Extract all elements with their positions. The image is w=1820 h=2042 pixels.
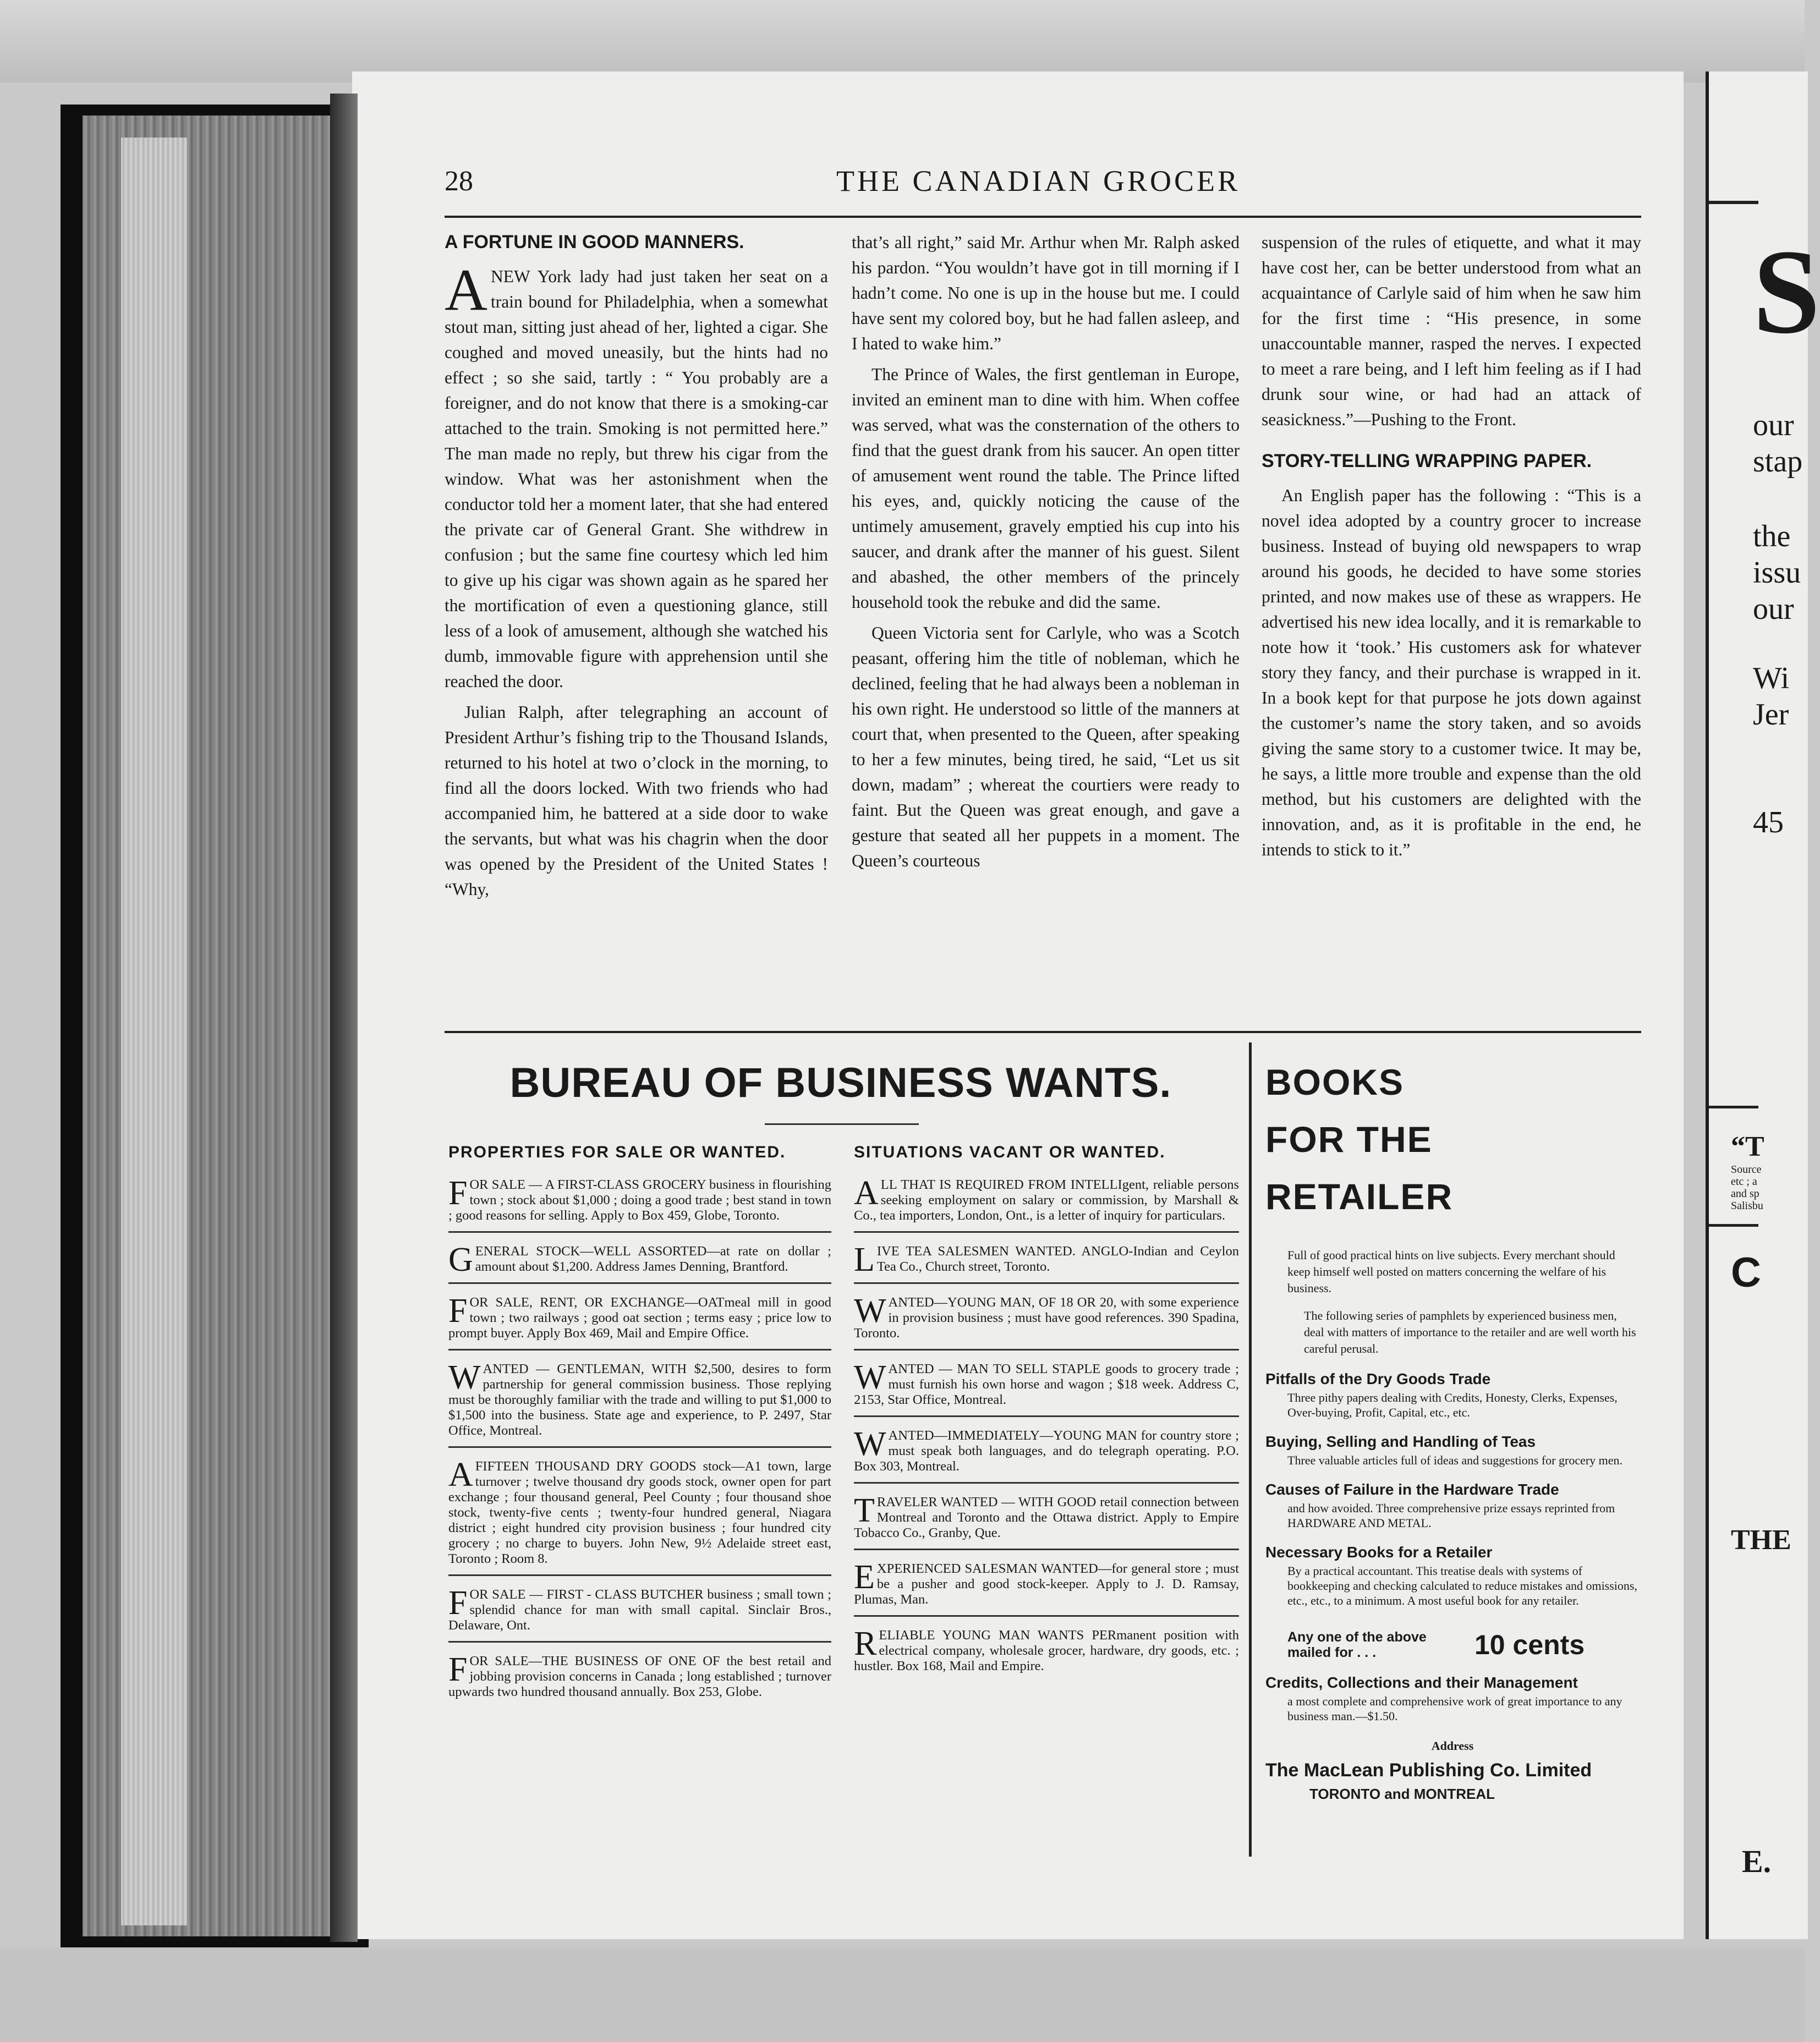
price-label: Any one of the above mailed for . . .: [1287, 1629, 1427, 1660]
ads-list: [854, 1174, 1239, 1682]
book-gutter: [330, 94, 358, 1942]
ad-initial: W: [854, 1425, 886, 1463]
ad-initial: E: [854, 1558, 875, 1596]
section-rule: [445, 1031, 1641, 1033]
ad-text: OR SALE — FIRST - CLASS BUTCHER business ; small town ; splendid chance for man with small capital. Sinclair Bros., Delaware, Ont.: [448, 1587, 831, 1633]
ad-text: ANTED — GENTLEMAN, WITH $2,500, desires to form partnership for general commission business. Those replying must be thoroughly familiar with the trade and willing to put $1,000 to $1,500 into the business. State age and experience, to P. 2497, Star Office, Montreal.: [448, 1362, 831, 1438]
page-number: 28: [445, 166, 473, 197]
facing-small-text: [1731, 1163, 1763, 1212]
facing-line: Wi: [1753, 661, 1790, 695]
price-row: [1287, 1629, 1640, 1661]
article-column-2: [852, 230, 1240, 879]
classified-ad: [448, 1240, 831, 1284]
books-intro: The following series of pamphlets by experienced business men, deal with matters of importance to the retailer and are well worth his careful perusal.: [1304, 1309, 1636, 1355]
book-title: Credits, Collections and their Management: [1265, 1674, 1578, 1691]
facing-line: Jer: [1753, 698, 1789, 732]
classified-ad: [854, 1292, 1239, 1351]
column-divider: [1249, 1042, 1252, 1857]
facing-big-letter: S: [1753, 224, 1820, 359]
facing-line: our: [1753, 408, 1794, 442]
ad-text: ELIABLE YOUNG MAN WANTS PERmanent position with electrical company, wholesale grocer, hardware, dry goods, etc. ; hustler. Box 168, Mail and Empire.: [854, 1628, 1239, 1673]
books-intro: Full of good practical hints on live subjects. Every merchant should keep himself well posted on matters concerning the welfare of his business.: [1287, 1248, 1615, 1295]
ad-initial: F: [448, 1174, 468, 1212]
ad-initial: W: [854, 1292, 886, 1330]
ads-list: [448, 1174, 831, 1708]
ad-text: ANTED — MAN TO SELL STAPLE goods to grocery trade ; must furnish his own horse and wagon ; $18 week. Address C, 2153, Star Office, Montreal.: [854, 1362, 1239, 1407]
book-description: and how avoided. Three comprehensive prize essays reprinted from HARDWARE AND METAL.: [1287, 1501, 1615, 1530]
properties-ads-column: [448, 1143, 831, 1715]
facing-quote-fragment: “T: [1731, 1131, 1764, 1162]
book-title: Pitfalls of the Dry Goods Trade: [1265, 1370, 1491, 1387]
facing-small-line: Salisbu: [1731, 1200, 1763, 1212]
book-description: Three pithy papers dealing with Credits, Honesty, Clerks, Expenses, Over-buying, Profit, Capital, etc., etc.: [1287, 1391, 1618, 1419]
ad-initial: A: [448, 1456, 473, 1494]
article-column-1: [445, 230, 828, 908]
ad-initial: T: [854, 1492, 875, 1529]
classified-ad: [448, 1456, 831, 1576]
situations-heading: SITUATIONS VACANT OR WANTED.: [854, 1143, 1166, 1161]
page-edges-highlight: [121, 138, 187, 1925]
ad-text: OR SALE, RENT, OR EXCHANGE—OATmeal mill in good town ; two railways ; good oat section ; terms easy ; price low to prompt buyer. Apply Box 469, Mail and Empire Office.: [448, 1295, 831, 1341]
facing-small-line: etc ; a: [1731, 1176, 1757, 1188]
ad-initial: F: [448, 1292, 468, 1330]
facing-line: issu: [1753, 556, 1801, 590]
ad-text: XPERIENCED SALESMAN WANTED—for general store ; must be a pusher and good stock-keeper. Apply to J. D. Ramsay, Plumas, Man.: [854, 1561, 1239, 1607]
book-title: Necessary Books for a Retailer: [1265, 1544, 1493, 1561]
facing-line: 45: [1753, 805, 1784, 839]
article-paragraph: that’s all right,” said Mr. Arthur when Mr. Ralph asked his pardon. “You wouldn’t have got in till morning if I hadn’t come. No one is up in the house but me. I could have sent my colored boy, but he had fallen asleep, and I hated to wake him.”: [852, 233, 1240, 353]
article-paragraph: Julian Ralph, after telegraphing an account of President Arthur’s fishing trip to the Thousand Islands, returned to his hotel at two o’clock in the morning, to find all the doors locked. With two friends who had accompanied him, he battered at a side door to wake the servants, but what was his chagrin when the door was opened by the President of the United States ! “Why,: [445, 702, 828, 899]
classified-ad: [448, 1650, 831, 1708]
book-description: a most complete and comprehensive work of great importance to any business man.—$1.50.: [1287, 1694, 1622, 1723]
ad-initial: A: [854, 1174, 879, 1212]
book-description: By a practical accountant. This treatise deals with systems of bookkeeping and checking calculated to reduce mistakes and omissions, etc., etc., to a minimum. A most useful book for any retailer.: [1287, 1564, 1637, 1607]
facing-line: our: [1753, 592, 1794, 626]
title-underline: [765, 1123, 919, 1125]
ad-text: ANTED—IMMEDIATELY—YOUNG MAN for country store ; must speak both languages, and do telegraph operating. P.O. Box 303, Montreal.: [854, 1428, 1239, 1474]
facing-rule: [1709, 1224, 1758, 1227]
running-title: THE CANADIAN GROCER: [836, 164, 1240, 197]
books-title-line: RETAILER: [1265, 1176, 1454, 1217]
facing-page: [1706, 72, 1820, 1939]
ad-initial: W: [854, 1359, 886, 1396]
ad-text: ANTED—YOUNG MAN, OF 18 OR 20, with some experience in provision business ; must have good references. 390 Spadina, Toronto.: [854, 1295, 1239, 1341]
scan-background: [0, 0, 1805, 83]
article-paragraph: An English paper has the following : “This is a novel idea adopted by a country grocer to increase business. Instead of buying old newspapers to wrap around his goods, he decided to have some stories printed, and now makes use of these as wrappers. He advertised his new idea locally, and it is remarkable to note how it ‘took.’ His customers ask for whatever story they fancy, and their purchase is wrapped in it. In a book kept for that purpose he jots down against the customer’s name the story taken, and so avoids giving the same story to a customer twice. It may be, he says, a little more trouble and expense than the old method, but his customers are delighted with the innovation, and, as it is profitable in the end, he intends to stick to it.”: [1262, 486, 1641, 859]
ad-text: RAVELER WANTED — WITH GOOD retail connection between Montreal and Toronto and the Ottawa district. Apply to Empire Tobacco Co., Granby, Que.: [854, 1495, 1239, 1540]
article-paragraph: suspension of the rules of etiquette, and what it may have cost her, can be better understood from what an acquaintance of Carlyle said of him when he saw him for the first time : “His presence, in some unaccountable manner, rasped the nerves. I expected to meet a rare being, and I left him feeling as if I had drunk sour wine, or had had an attack of seasickness.”—Pushing to the Front.: [1262, 233, 1641, 429]
publisher-name: The MacLean Publishing Co. Limited: [1265, 1760, 1592, 1781]
paragraph-text: NEW York lady had just taken her seat on a train bound for Philadelphia, when a somewhat stout man, sitting just ahead of her, lighted a cigar. She coughed and moved uneasily, but the hints had no effect ; so she said, tartly : “ You probably are a foreigner, and do not know that there is a smoking-car attached to the train. Smoking is not permitted here.” The man made no reply, but threw his cigar from the window. What was her astonishment when the conductor told her a moment later, that she had entered the private car of General Grant. She withdrew in confusion ; but the same fine courtesy which led him to give up his cigar was shown again as he spared her the mortification of even a questioning glance, still less of a look of amusement, although she watched his dumb, immovable figure with apprehension until she reached the door.: [445, 267, 828, 691]
classified-ad: [854, 1358, 1239, 1417]
classified-ad: [448, 1358, 831, 1448]
facing-rule: [1709, 1106, 1758, 1108]
ad-text: OR SALE — A FIRST-CLASS GROCERY business in flourishing town ; stock about $1,000 ; doing a good trade ; best stand in town ; good reasons for selling. Apply to Box 459, Globe, Toronto.: [448, 1177, 831, 1223]
ad-initial: W: [448, 1359, 481, 1396]
ad-initial: L: [854, 1241, 875, 1278]
address-label: Address: [1431, 1739, 1474, 1753]
ad-text: OR SALE—THE BUSINESS OF ONE OF the best retail and jobbing provision concerns in Canada ; long established ; turnover upwards two hundred thousand annually. Box 253, Globe.: [448, 1654, 831, 1699]
article-headline-wrapping: STORY-TELLING WRAPPING PAPER.: [1262, 451, 1592, 471]
ad-initial: R: [854, 1625, 877, 1662]
ad-initial: F: [448, 1651, 468, 1688]
ad-text: IVE TEA SALESMEN WANTED. ANGLO-Indian and Ceylon Tea Co., Church street, Toronto.: [876, 1244, 1239, 1274]
article-headline-manners: A FORTUNE IN GOOD MANNERS.: [445, 232, 744, 252]
facing-the-fragment: THE: [1731, 1524, 1791, 1556]
drop-cap: A: [445, 257, 487, 323]
ad-initial: G: [448, 1241, 473, 1278]
facing-c-fragment: C: [1731, 1249, 1761, 1296]
ad-initial: F: [448, 1584, 468, 1622]
properties-heading: PROPERTIES FOR SALE OR WANTED.: [448, 1143, 786, 1161]
facing-line: stap: [1753, 444, 1803, 479]
book-title: Buying, Selling and Handling of Teas: [1265, 1433, 1536, 1450]
books-title: [1265, 1053, 1640, 1225]
facing-small-line: Source: [1731, 1163, 1762, 1176]
books-list: [1265, 1370, 1640, 1608]
article-column-3: [1262, 230, 1641, 868]
scan-bottom: [0, 1947, 1805, 2042]
facing-e-fragment: E.: [1742, 1843, 1772, 1879]
classified-ad: [854, 1174, 1239, 1233]
price-value: 10 cents: [1474, 1629, 1585, 1660]
classified-ad: [854, 1425, 1239, 1484]
ad-text: FIFTEEN THOUSAND DRY GOODS stock—A1 town, large turnover ; twelve thousand dry goods stock, owner open for part exchange ; four thousand general, Peel County ; four thousand shoe stock, twenty-five cents ; twenty-four hundred general, Niagara district ; eight hundred city provision business ; four hundred city grocery ; no charge to buyers. John New, 9½ Adelaide street east, Toronto ; Room 8.: [448, 1459, 831, 1566]
facing-text: [1753, 407, 1802, 841]
classified-ad: [854, 1624, 1239, 1682]
ad-text: ENERAL STOCK—WELL ASSORTED—at rate on dollar ; amount about $1,200. Address James Denning, Brantford.: [475, 1244, 831, 1274]
article-paragraph: [445, 257, 828, 694]
book-description: Three valuable articles full of ideas and suggestions for grocery men.: [1287, 1453, 1623, 1467]
classified-ad: [854, 1240, 1239, 1284]
publisher-city: TORONTO and MONTREAL: [1309, 1786, 1495, 1802]
classified-ad: [448, 1174, 831, 1233]
article-paragraph: Queen Victoria sent for Carlyle, who was a Scotch peasant, offering him the title of nobleman, which he declined, feeling that he had always been a nobleman in his own right. He understood so little of the manners at court that, when presented to the Queen, after speaking to her a few minutes, being tired, he said, “Let us sit down, madam” ; whereat the courtiers were ready to faint. But the Queen was great enough, and gave a gesture that seated all her puppets in a moment. The Queen’s courteous: [852, 623, 1240, 870]
books-title-line: BOOKS: [1265, 1062, 1405, 1102]
situations-ads-column: [854, 1143, 1239, 1689]
classified-ad: [854, 1558, 1239, 1617]
book-title: Causes of Failure in the Hardware Trade: [1265, 1481, 1559, 1498]
facing-small-line: and sp: [1731, 1188, 1759, 1200]
ad-text: LL THAT IS REQUIRED FROM INTELLIgent, reliable persons seeking employment on salary or commission, by Marshall & Co., tea importers, London, Ont., is a letter of inquiry for particulars.: [854, 1177, 1239, 1223]
header-rule: [445, 216, 1641, 218]
classified-ad: [448, 1584, 831, 1643]
facing-rule: [1709, 201, 1758, 204]
facing-line: the: [1753, 519, 1791, 553]
books-title-line: FOR THE: [1265, 1119, 1433, 1160]
books-advertisement: [1265, 1053, 1640, 1803]
classified-ad: [854, 1491, 1239, 1550]
article-paragraph: The Prince of Wales, the first gentleman in Europe, invited an eminent man to dine with him. When coffee was served, what was the consternation of the others to find that the guest drank from his saucer. An open titter of amusement went round the table. The Prince lifted his eyes, and, quickly noticing the cause of the untimely amusement, gravely emptied his cup into his saucer, and drank after the manner of his guest. Silent and abashed, the other members of the princely household took the rebuke and did the same.: [852, 365, 1240, 612]
classified-ad: [448, 1292, 831, 1351]
bureau-title: BUREAU OF BUSINESS WANTS.: [509, 1060, 1172, 1106]
